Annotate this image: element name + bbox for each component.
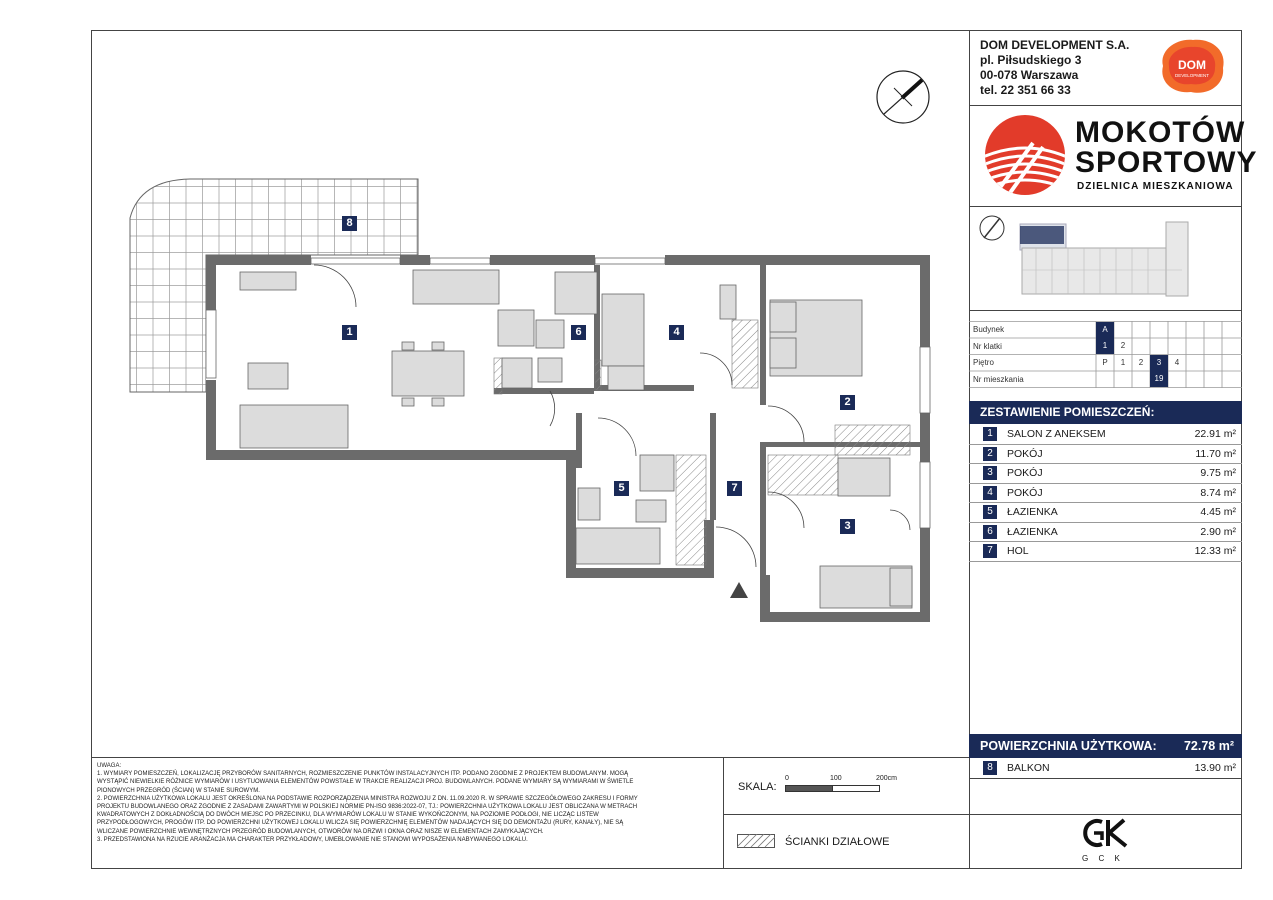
notes-line: 3. PRZEDSTAWIONA NA RZUCIE ARANŻACJA MA CHARAKTER PRZYKŁADOWY, UMEBLOWANIE NIE STANOWI WYPOSAŻENIA NABYWANEGO LOKALU. — [97, 836, 528, 843]
cell-pietro-p: P — [1102, 358, 1108, 367]
cell-klatka-2: 2 — [1120, 341, 1126, 350]
plan-label-5: 5 — [614, 481, 629, 496]
row-mieszkanie-label: Nr mieszkania — [973, 375, 1024, 384]
sidebar-line-2 — [969, 206, 1242, 207]
plan-label-3: 3 — [840, 519, 855, 534]
notes-divider — [91, 757, 969, 758]
notes-line: WYSTĄPIĆ NIEWIELKIE RÓŻNICE WYMIARÓW I USYTUOWANIA ELEMENTÓW POWSTAŁE W TRAKCIE REALIZACJI PROJ. BUDOWLANYCH. PODANE WYMIARY SĄ WYMIARAMI W ŚWIETLE — [97, 779, 634, 786]
room-name: POKÓJ — [1007, 467, 1043, 479]
room-row-4 — [969, 484, 1242, 504]
key-plan — [976, 212, 1238, 304]
room-num: 7 — [983, 544, 997, 558]
total-area-bar — [969, 734, 1242, 758]
sidebar-line-1 — [969, 105, 1242, 106]
room-name: ŁAZIENKA — [1007, 506, 1058, 518]
balcony-name: BALKON — [1007, 762, 1050, 774]
logo-text-development: DEVELOPMENT — [1174, 73, 1210, 78]
sidebar-line-5 — [969, 814, 1242, 815]
notes-line: 2. POWIERZCHNIA UŻYTKOWA LOKALU JEST OKREŚLONA NA PODSTAWIE ROZPORZĄDZENIA MINISTRA ROZWOJU Z DN. 11.09.2020 R. W SPRAWIE SZCZEGÓŁOWEGO ZAKRESU I FORMY — [97, 795, 638, 802]
company-name: DOM DEVELOPMENT S.A. — [980, 38, 1130, 52]
room-area: 4.45 m² — [1200, 506, 1236, 518]
gck-letters: G C K — [1082, 854, 1124, 863]
notes-line: PROJEKTU BUDOWLANEGO ORAZ ZGODNIE Z ZASADAMI ZAWARTYMI W POLSKIEJ NORMIE PN-ISO 9836:2022-07, TJ.: POWIERZCHNIA UŻYTKOWA LOKALU JEST OBLICZANA W METRACH — [97, 804, 638, 811]
sidebar-line-3 — [969, 310, 1242, 311]
balcony-num: 8 — [983, 761, 997, 775]
notes-line: 1. WYMIARY POMIESZCZEŃ, LOKALIZACJĘ PRZYBORÓW SANITARNYCH, ROZMIESZCZENIE PUNKTÓW INSTALACYJNYCH ITP. PODANO ZGODNIE Z PROJEKTEM BUDOWLANYM. MOGĄ — [97, 771, 629, 778]
legend-divider — [723, 814, 969, 815]
cell-mieszkanie-19: 19 — [1150, 371, 1168, 387]
room-area: 12.33 m² — [1194, 545, 1236, 557]
room-row-3 — [969, 464, 1242, 484]
project-name-line2: SPORTOWY — [1075, 146, 1258, 179]
project-subtitle: DZIELNICA MIESZKANIOWA — [1077, 181, 1234, 192]
row-pietro-label: Piętro — [973, 358, 994, 367]
total-area-label: POWIERZCHNIA UŻYTKOWA: — [980, 739, 1157, 753]
project-name-line1: MOKOTÓW — [1075, 116, 1246, 149]
room-name: POKÓJ — [1007, 447, 1043, 460]
notes-heading: UWAGA: — [97, 763, 122, 769]
sidebar-line-4 — [969, 778, 1242, 779]
room-row-7 — [969, 542, 1242, 562]
balcony-row — [969, 759, 1242, 777]
cell-klatka-1: 1 — [1096, 338, 1114, 354]
room-row-1 — [969, 425, 1242, 445]
room-name: SALON Z ANEKSEM — [1007, 428, 1106, 440]
room-name: HOL — [1007, 545, 1029, 557]
row-budynek-label: Budynek — [973, 325, 1005, 334]
scale-bar-light — [832, 785, 880, 792]
row-klatka-label: Nr klatki — [973, 342, 1002, 351]
gck-logo-icon — [1080, 818, 1136, 850]
room-num: 1 — [983, 427, 997, 441]
room-area: 11.70 m² — [1195, 447, 1236, 460]
room-area: 22.91 m² — [1194, 428, 1236, 440]
cell-budynek-a: A — [1096, 322, 1114, 338]
room-row-2 — [969, 445, 1242, 465]
balcony-area: 13.90 m² — [1194, 762, 1236, 774]
scale-bar-dark — [785, 785, 833, 792]
room-num: 3 — [983, 466, 997, 480]
cell-pietro-4: 4 — [1174, 358, 1180, 367]
compass-icon — [874, 68, 932, 126]
notes-line: PRZYPODŁOGOWYCH, PROGÓW ITP. DO POWIERZCHNI UŻYTKOWEJ LOKALU WLICZA SIĘ POWIERZCHNIĘ ELEMENTÓW NADAJĄCYCH SIĘ DO DEMONTAŻU (RURY, KANAŁY), NIE SĄ — [97, 820, 624, 827]
floor-plan — [120, 170, 940, 630]
legend-label: ŚCIANKI DZIAŁOWE — [785, 836, 890, 848]
rooms-title: ZESTAWIENIE POMIESZCZEŃ: — [969, 401, 1242, 424]
cell-pietro-2: 2 — [1138, 358, 1144, 367]
hatch-swatch-icon — [737, 834, 775, 848]
scale-divider — [723, 757, 724, 869]
room-area: 8.74 m² — [1200, 486, 1236, 499]
scale-label: SKALA: — [738, 781, 777, 793]
room-area: 9.75 m² — [1200, 467, 1236, 479]
room-name: POKÓJ — [1007, 486, 1043, 499]
plan-label-8: 8 — [342, 216, 357, 231]
entrance-arrow-icon — [730, 582, 748, 598]
plan-label-6: 6 — [571, 325, 586, 340]
rooms-list — [969, 425, 1242, 562]
notes-line: KWADRATOWYCH Z DOKŁADNOŚCIĄ DO DWÓCH MIEJSC PO PRZECINKU, DLA WYMIARÓW LOKALU W STANIE WYKOŃCZONYM, NA POZIOMIE PODŁOGI, NIE LICZĄC LISTEW — [97, 812, 599, 819]
company-city: 00-078 Warszawa — [980, 68, 1079, 82]
info-table — [969, 321, 1242, 388]
plan-label-1: 1 — [342, 325, 357, 340]
notes-line: WLICZANE POWIERZCHNIE WEWNĘTRZNYCH PRZEGRÓD BUDOWLANYCH, OTWORÓW NA DRZWI I OKNA ORAZ NISZE W ELEMENTACH ZAMYKAJĄCYCH. — [97, 828, 544, 835]
room-row-5 — [969, 503, 1242, 523]
room-row-6 — [969, 523, 1242, 543]
scale-tick-200: 200cm — [876, 775, 898, 782]
company-info — [980, 38, 1129, 98]
dom-development-logo — [1155, 36, 1229, 96]
mokotow-sportowy-logo-icon — [983, 113, 1067, 197]
company-street: pl. Piłsudskiego 3 — [980, 53, 1082, 67]
room-num: 2 — [983, 447, 997, 461]
cell-pietro-1: 1 — [1120, 358, 1126, 367]
notes-line: PIONOWYCH PRZEGRÓD (ŚCIAN) W STANIE SUROWYM. — [97, 787, 260, 794]
room-num: 6 — [983, 525, 997, 539]
cell-pietro-3: 3 — [1150, 355, 1168, 371]
plan-label-7: 7 — [727, 481, 742, 496]
project-name — [1075, 118, 1257, 178]
company-phone: tel. 22 351 66 33 — [980, 83, 1071, 97]
scale-tick-0: 0 — [785, 775, 789, 782]
room-area: 2.90 m² — [1200, 525, 1236, 538]
plan-label-2: 2 — [840, 395, 855, 410]
total-area-value: 72.78 m² — [1183, 739, 1234, 753]
scale-tick-100: 100 — [830, 775, 842, 782]
room-num: 4 — [983, 486, 997, 500]
logo-text-dom: DOM — [1178, 58, 1206, 72]
notes — [97, 762, 717, 844]
room-num: 5 — [983, 505, 997, 519]
room-name: ŁAZIENKA — [1007, 525, 1058, 538]
plan-label-4: 4 — [669, 325, 684, 340]
